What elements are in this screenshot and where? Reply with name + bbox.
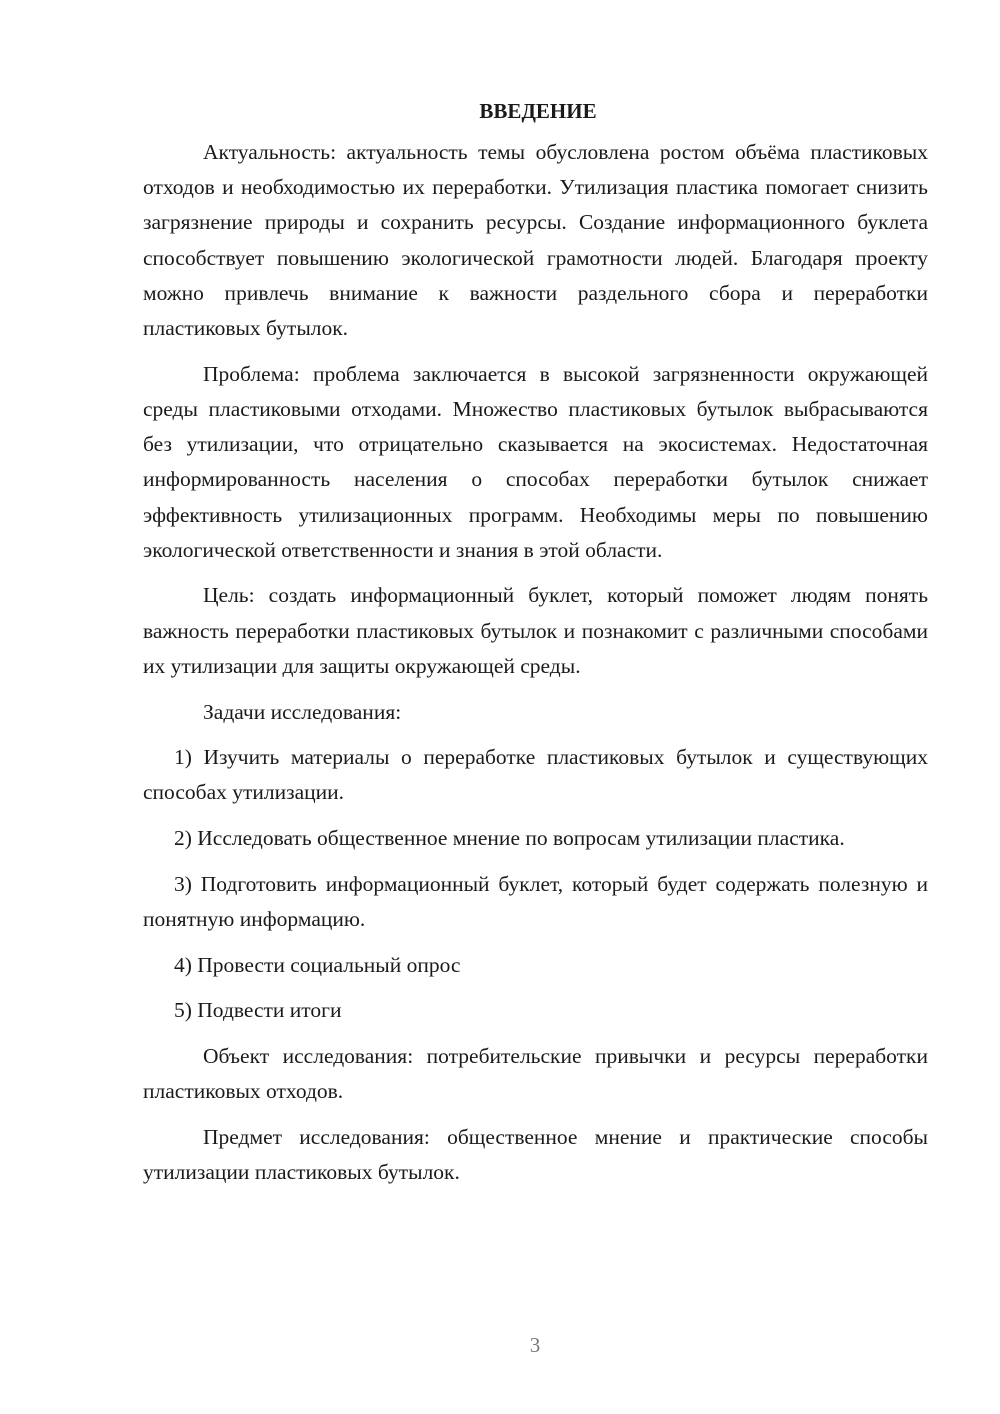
- list-item: 2) Исследовать общественное мнение по вопросам утилизации пластика.: [174, 826, 845, 851]
- paragraph-goal: Цель: создать информационный буклет, который поможет людям понять важность переработки пластиковых бутылок и познакомит с различными способами их утилизации для защиты окружающей среды.: [143, 583, 928, 678]
- document-page: [143, 94, 928, 1201]
- list-item: 3) Подготовить информационный буклет, который будет содержать полезную и понятную информацию.: [143, 871, 928, 932]
- paragraph-relevance: Актуальность: актуальность темы обусловлена ростом объёма пластиковых отходов и необходимостью их переработки. Утилизация пластика помогает снизить загрязнение природы и сохранить ресурсы. Создание информационного буклета способствует повышению экологической грамотности людей. Благодаря проекту можно привлечь внимание к важности раздельного сбора и переработки пластиковых бутылок.: [143, 140, 928, 341]
- page-title: ВВЕДЕНИЕ: [479, 99, 597, 123]
- tasks-title: Задачи исследования:: [203, 699, 402, 724]
- paragraph-problem: Проблема: проблема заключается в высокой загрязненности окружающей среды пластиковыми отходами. Множество пластиковых бутылок выбрасываются без утилизации, что отрицательно сказывается на экосистемах. Недостаточная информированность населения о способах переработки бутылок снижает эффективность утилизационных программ. Необходимы меры по повышению экологической ответственности и знания в этой области.: [143, 361, 928, 562]
- tasks-list: [143, 740, 928, 1028]
- page-number: 3: [529, 1333, 541, 1357]
- list-item: 4) Провести социальный опрос: [174, 952, 461, 977]
- list-item: 5) Подвести итоги: [174, 998, 342, 1023]
- paragraph-object: Объект исследования: потребительские привычки и ресурсы переработки пластиковых отходов.: [143, 1044, 928, 1104]
- paragraph-subject: Предмет исследования: общественное мнение и практические способы утилизации пластиковых бутылок.: [143, 1125, 928, 1185]
- list-item: 1) Изучить материалы о переработке пластиковых бутылок и существующих способах утилизации.: [143, 745, 928, 805]
